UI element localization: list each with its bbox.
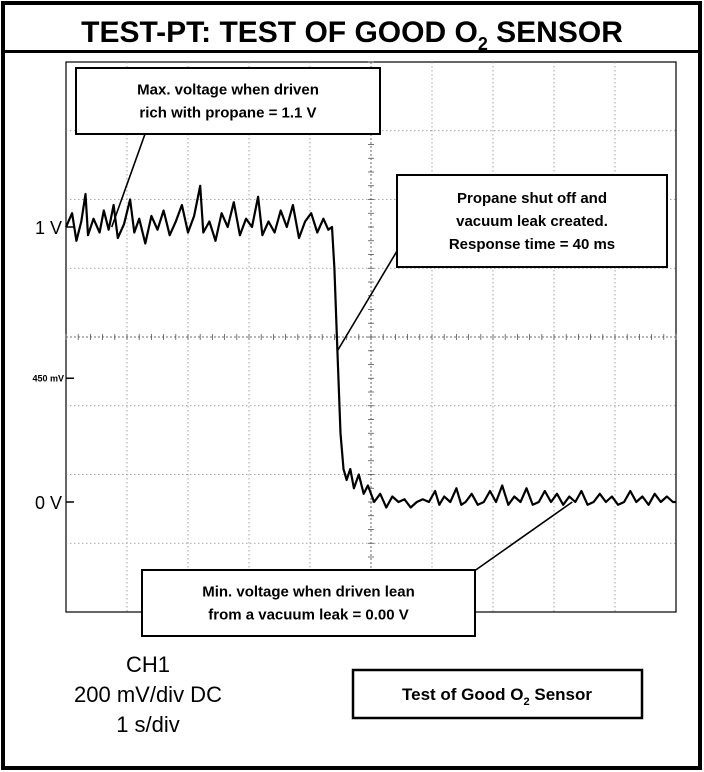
title-subscript: 2 (477, 34, 488, 54)
callout-text-line: vacuum leak created. (456, 213, 608, 230)
callout-text-line: rich with propane = 1.1 V (139, 104, 317, 122)
callout-text-line: Propane shut off and (457, 190, 607, 207)
y-marker-label: 1 V (34, 218, 62, 238)
title-bar-separator (3, 50, 700, 53)
callout-text-line: Max. voltage when driven (137, 81, 319, 99)
caption-text: Test of Good $O_2$ Sensor (402, 685, 592, 708)
callout-box (142, 570, 475, 636)
y-marker-label: 450 mV (32, 373, 64, 384)
time-per-div-label: 1 s/div (116, 712, 180, 737)
callout-text-line: Min. voltage when driven lean (202, 583, 415, 601)
chart-title: TEST-PT: TEST OF GOOD $O_2$ SENSOR (81, 16, 623, 54)
callout-text-line: Response time = 40 ms (448, 236, 616, 253)
plot-area (66, 62, 676, 612)
callout-box (76, 68, 380, 134)
caption-subscript: 2 (523, 696, 530, 708)
channel-label: CH1 (125, 652, 171, 677)
callout-text-line: from a vacuum leak = 0.00 V (208, 606, 409, 624)
y-marker-label: 0 V (34, 493, 62, 513)
volts-per-div-label: 200 mV/div DC (74, 682, 222, 707)
